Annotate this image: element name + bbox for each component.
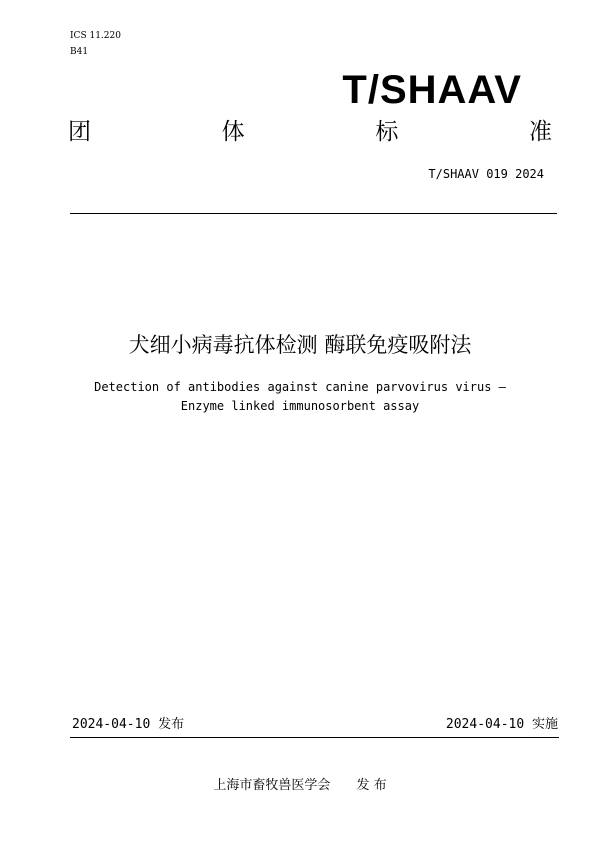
document-title-english [0, 378, 600, 416]
footer-divider [70, 737, 559, 738]
standard-type [68, 117, 552, 147]
publisher-name: 上海市畜牧兽医学会 [213, 778, 331, 793]
header-divider [70, 213, 557, 214]
standard-number: T/SHAAV 019 2024 [428, 167, 544, 181]
document-title-chinese: 犬细小病毒抗体检测 酶联免疫吸附法 [128, 333, 472, 357]
publish-action: 发 布 [356, 778, 387, 793]
ccs-code: B41 [70, 47, 89, 57]
standard-type-char: 标 [375, 119, 399, 145]
english-title-line: Detection of antibodies against canine parvovirus virus — [94, 380, 506, 394]
issue-date: 2024-04-10 发布 [72, 717, 185, 732]
standard-type-char: 体 [221, 119, 245, 145]
publisher-line [0, 777, 600, 795]
standard-type-char: 团 [68, 119, 91, 145]
standard-logo: T/SHAAV [342, 68, 522, 112]
ics-code: ICS 11.220 [70, 31, 121, 41]
english-title-line: Enzyme linked immunosorbent assay [180, 399, 420, 413]
standard-type-char: 准 [528, 119, 552, 145]
implementation-date: 2024-04-10 实施 [445, 717, 558, 732]
